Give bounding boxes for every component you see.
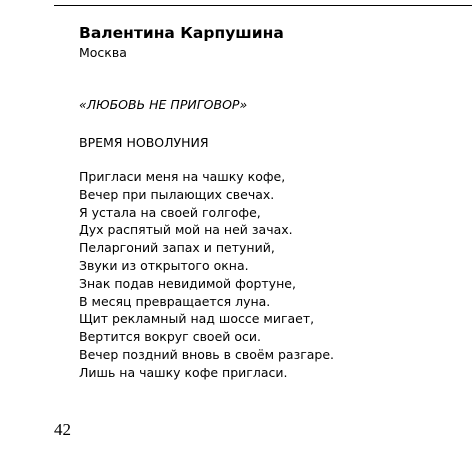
poem-line: Вечер при пылающих свечах. xyxy=(79,186,275,202)
collection-title: «ЛЮБОВЬ НЕ ПРИГОВОР» xyxy=(79,97,248,112)
poem-line: Я устала на своей голгофе, xyxy=(79,204,261,220)
poem-title: ВРЕМЯ НОВОЛУНИЯ xyxy=(79,135,209,150)
page-number: 42 xyxy=(54,420,71,439)
poem-line: Пеларгоний запах и петуний, xyxy=(79,240,275,256)
poem-line: В месяц превращается луна. xyxy=(79,293,271,309)
poem-line: Звуки из открытого окна. xyxy=(79,257,249,273)
poem-line: Знак подав невидимой фортуне, xyxy=(79,275,296,291)
poem-line: Пригласи меня на чашку кофе, xyxy=(79,169,286,184)
poem-line: Вечер поздний вновь в своём разгаре. xyxy=(79,346,335,362)
poem-text xyxy=(79,168,334,382)
author-name: Валентина Карпушина xyxy=(79,24,284,42)
author-city: Москва xyxy=(79,45,127,60)
poem-line: Вертится вокруг своей оси. xyxy=(79,329,261,345)
poem-line: Щит рекламный над шоссе мигает, xyxy=(79,311,315,327)
poem-line: Лишь на чашку кофе пригласи. xyxy=(79,364,288,380)
top-rule xyxy=(54,5,472,6)
poem-line: Дух распятый мой на ней зачах. xyxy=(79,222,293,238)
